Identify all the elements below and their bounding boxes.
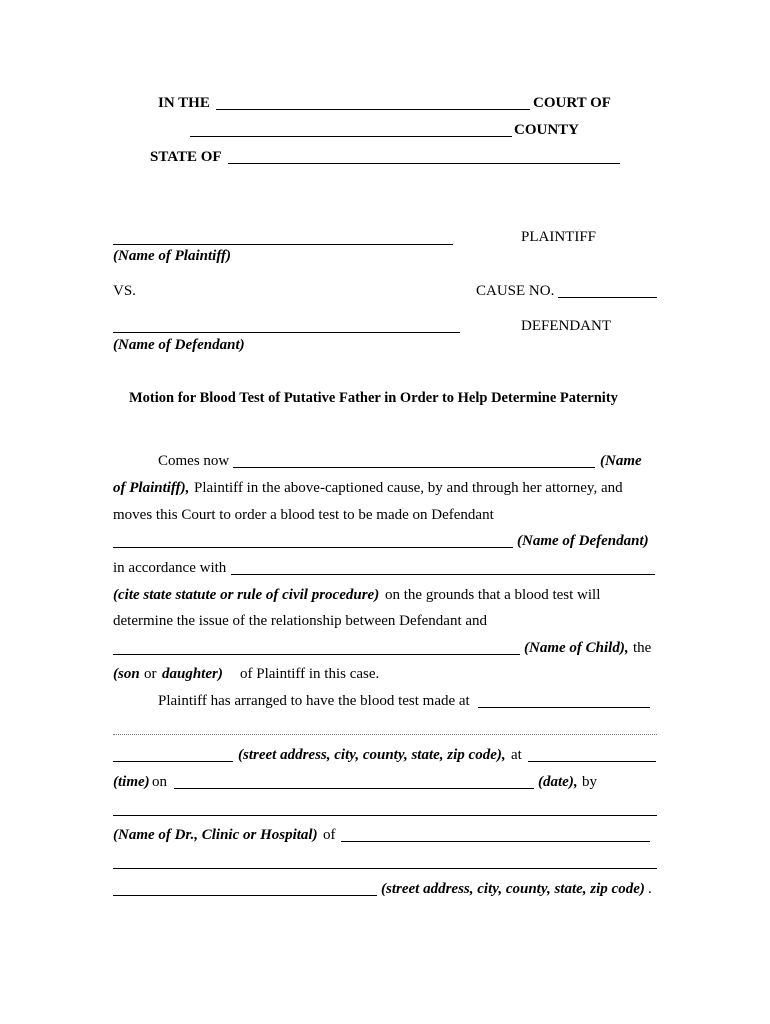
the-text: the [633,640,652,656]
date-field[interactable] [174,788,534,789]
doctor-blank-line[interactable] [113,815,657,816]
versus-label: VS. [113,283,136,299]
determine-issue-text: determine the issue of the relationship between Defendant and [113,613,488,629]
statute-field[interactable] [231,574,655,575]
arranged-text: Plaintiff has arranged to have the blood test made at [158,693,470,709]
test-location-field[interactable] [478,707,650,708]
clinic-field[interactable] [341,841,650,842]
line2-text: Plaintiff in the above-captioned cause, by and through her attorney, and [194,480,623,496]
name-open-label: (Name [600,453,642,469]
street-address-final-label: (street address, city, county, state, zip code) [381,881,645,897]
state-prefix: STATE OF [150,149,222,165]
in-accordance-text: in accordance with [113,560,227,576]
plaintiff-name-label: (Name of Plaintiff) [113,248,232,264]
final-address-field[interactable] [113,895,377,896]
at-text: at [511,747,522,763]
cause-no-label: CAUSE NO. [476,283,555,299]
name-of-defendant-label: (Name of Defendant) [517,533,649,549]
of-plaintiff-label: of Plaintiff), [113,480,190,496]
cite-statute-label: (cite state statute or rule of civil procedure) [113,587,380,603]
son-label: (son [113,666,140,682]
plaintiff-role: PLAINTIFF [521,229,597,245]
name-of-dr-label: (Name of Dr., Clinic or Hospital) [113,827,318,843]
defendant-name-label: (Name of Defendant) [113,337,245,353]
plaintiff-name-blank[interactable] [113,244,453,245]
grounds-text: on the grounds that a blood test will [385,587,601,603]
of-plaintiff-case-text: of Plaintiff in this case. [240,666,380,682]
county-name-blank[interactable] [190,136,512,137]
court-suffix: COURT OF [533,95,611,111]
final-period: . [648,881,652,897]
defendant-name-blank[interactable] [113,332,460,333]
street-address-label: (street address, city, county, state, zip code), [238,747,506,763]
defendant-name-field[interactable] [113,547,513,548]
line3-text: moves this Court to order a blood test to be made on Defendant [113,507,494,523]
clinic-address-blank-line[interactable] [113,868,657,869]
name-of-child-label: (Name of Child), [524,640,629,656]
comes-now-text: Comes now [158,453,230,469]
child-name-field[interactable] [113,654,520,655]
motion-title: Motion for Blood Test of Putative Father in Order to Help Determine Paternity [129,390,618,406]
time-label: (time) [113,774,150,790]
by-text: by [582,774,597,790]
daughter-label: daughter) [162,666,223,682]
plaintiff-name-field[interactable] [233,467,595,468]
or-text: or [144,666,157,682]
of-text: of [323,827,336,843]
defendant-role: DEFENDANT [521,318,611,334]
date-label: (date), [538,774,578,790]
court-name-blank[interactable] [216,109,530,110]
address-lead-field[interactable] [113,761,233,762]
county-suffix: COUNTY [514,122,580,138]
dotted-rule [113,734,657,735]
on-text: on [152,774,167,790]
court-prefix: IN THE [158,95,210,111]
time-field[interactable] [528,761,656,762]
cause-no-blank[interactable] [558,297,657,298]
state-name-blank[interactable] [228,163,620,164]
